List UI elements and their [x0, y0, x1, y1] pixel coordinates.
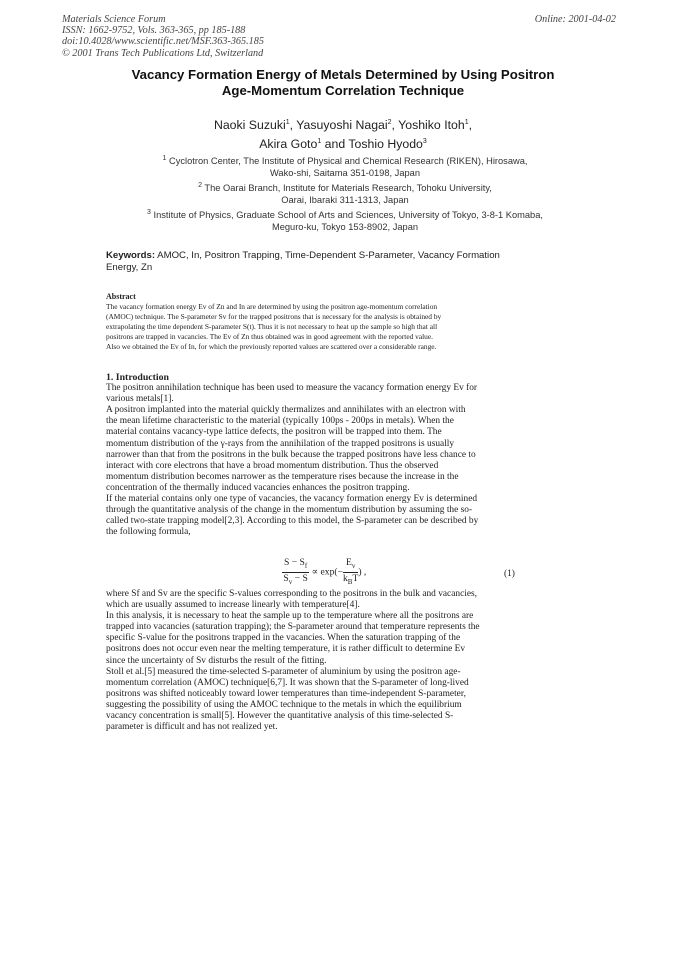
author-list [88, 115, 598, 152]
exponent-numerator [343, 557, 358, 573]
body-line: suggesting the possibility of using the AMOC technique to the metals in which the equilibrium [106, 699, 462, 710]
author-separator: , [468, 118, 473, 133]
body-line: various metals[1]. [106, 394, 174, 405]
body-line: where Sf and Sv are the specific S-values corresponding to the positrons in the bulk and vacancies, [106, 589, 477, 599]
author-affiliation-mark: 1 [317, 137, 322, 145]
author-separator: , [391, 118, 399, 133]
body-line: momentum correlation (AMOC) technique[6,7]. It was shown that the S-parameter of long-lived [106, 677, 469, 688]
online-date: Online: 2001-04-02 [534, 14, 616, 25]
body-line: Stoll et al.[5] measured the time-selected S-parameter of aluminium by using the positron age- [106, 666, 461, 677]
intro-section-top [106, 372, 580, 538]
author-affiliation-mark: 1 [285, 119, 290, 126]
affiliation-mark: 1 [162, 155, 167, 162]
equation-number: (1) [504, 569, 515, 579]
author-affiliation-mark: 3 [422, 137, 427, 145]
body-line: since the uncertainty of Sv disturbs the result of the fitting. [106, 655, 327, 666]
body-line: specific S-value for the positrons trapped in the vacancies. When the saturation trapping of the [106, 633, 461, 644]
abstract-line: (AMOC) technique. The S-parameter Sv for the trapped positrons that is necessary for the analysis is obtained by [106, 311, 442, 321]
body-line: the following formula, [106, 527, 191, 538]
keywords [106, 250, 576, 275]
body-line: trapped into vacancies (saturation trapping); the S-parameter around that temperature represents the [106, 622, 480, 633]
affiliation-line: Oarai, Ibaraki 311-1313, Japan [281, 195, 409, 206]
affiliation-line: The Oarai Branch, Institute for Materials Research, Tohoku University, [204, 183, 492, 194]
title-line-1: Vacancy Formation Energy of Metals Determined by Using Positron [131, 67, 555, 82]
body-line: vacancy concentration is small[5]. However the quantitative analysis of this time-selected S- [106, 711, 454, 722]
keywords-text: AMOC, In, Positron Trapping, Time-Dependent S-Parameter, Vacancy Formation [155, 250, 500, 261]
authors-line-2 [88, 134, 598, 153]
exponent-denominator [343, 573, 358, 588]
affiliation-line: Meguro-ku, Tokyo 153-8902, Japan [271, 222, 419, 233]
abstract [106, 292, 580, 351]
issn-line: ISSN: 1662-9752, Vols. 363-365, pp 185-188 [62, 25, 246, 37]
exponent-numerator-text: E [345, 557, 352, 568]
body-line: positrons was shifted noticeably toward lower temperatures than time-independent S-parameter, [106, 688, 466, 699]
author-name: Toshio Hyodo [348, 136, 423, 151]
denominator-text: S [283, 572, 289, 584]
affiliation-mark: 3 [147, 209, 151, 216]
formula-close: ) , [358, 566, 367, 578]
author-conjunction: and [321, 136, 349, 151]
body-line: parameter is difficult and has not realized yet. [106, 722, 278, 733]
abstract-line: The vacancy formation energy Ev of Zn and In are determined by using the positron age-momentum correlation [106, 301, 438, 311]
copyright-line: © 2001 Trans Tech Publications Ltd, Switzerland [62, 47, 264, 59]
author-name: Yasuyoshi Nagai [296, 118, 388, 133]
body-line: momentum distribution becomes narrower as the temperature rises because the increase in the [106, 471, 459, 482]
abstract-line: Also we obtained the Ev of In, for which the previously reported values are scattered over a considerable range. [106, 341, 437, 351]
body-line: positrons does not occur even near the melting temperature, it is rather difficult to determine Ev [106, 644, 466, 655]
body-line: concentration of the thermally induced vacancies enhances the positron trapping. [106, 482, 410, 493]
affiliation-line: Wako-shi, Saitama 351-0198, Japan [269, 168, 421, 179]
body-line: called two-state trapping model[2,3]. According to this model, the S-parameter can be described by [106, 516, 479, 527]
fraction-denominator [282, 573, 309, 588]
doi-line: doi:10.4028/www.scientific.net/MSF.363-365.185 [62, 36, 264, 48]
body-line: The positron annihilation technique has been used to measure the vacancy formation energy Ev for [106, 383, 478, 394]
exponent-denominator-rest: T [352, 572, 359, 584]
author-name: Akira Goto [259, 136, 318, 151]
affiliation-line: Cyclotron Center, The Institute of Physical and Chemical Research (RIKEN), Hirosawa, [169, 156, 528, 167]
body-line: through the quantitative analysis of the change in the momentum distribution by assuming the so- [106, 505, 473, 516]
body-line: momentum distribution of the γ-rays from the annihilation of the trapped positrons is usually [106, 438, 455, 449]
numerator-text: S − S [284, 557, 305, 568]
fraction-exponent [343, 557, 358, 588]
denominator-rest: − S [292, 572, 308, 584]
author-affiliation-mark: 2 [387, 119, 392, 126]
affiliation-2 [100, 180, 590, 206]
numerator-subscript: f [304, 561, 308, 570]
body-line: material contains vacancy-type lattice defects, the positron will be trapped into them. The [106, 427, 442, 438]
proportional-exp: ∝ exp(− [309, 566, 343, 578]
intro-section-bottom [106, 589, 580, 733]
body-line: narrower than that from the positrons in the bulk because the trapped positrons have less chance to [106, 449, 476, 460]
fraction-s-parameter [282, 557, 309, 588]
keywords-text-continued: Energy, Zn [106, 262, 153, 274]
fraction-numerator [282, 557, 309, 573]
equation-1 [282, 557, 366, 588]
authors-line-1 [88, 115, 598, 134]
denominator-subscript: v [288, 577, 293, 586]
journal-name: Materials Science Forum [62, 14, 166, 25]
body-line: which are usually assumed to increase linearly with temperature[4]. [106, 600, 360, 611]
body-line: interact with core electrons that have a broad momentum distribution. Thus the observed [106, 460, 439, 471]
exponent-denominator-text: k [342, 572, 348, 584]
keywords-label: Keywords: [106, 250, 156, 261]
body-line: In this analysis, it is necessary to heat the sample up to the temperature where all the positrons are [106, 611, 474, 622]
affiliation-mark: 2 [198, 182, 202, 189]
author-separator: , [289, 118, 297, 133]
body-line: If the material contains only one type of vacancies, the vacancy formation energy Ev is determined [106, 494, 478, 505]
abstract-line: extrapolating the time dependent S-parameter S(t). Thus it is not necessary to heat up the sample so high that all [106, 321, 438, 331]
paper-title [88, 67, 598, 99]
publication-header [62, 14, 264, 59]
body-line: A positron implanted into the material quickly thermalizes and annihilates with an electron with [106, 405, 466, 416]
title-line-2: Age-Momentum Correlation Technique [221, 83, 465, 98]
affiliation-line: Institute of Physics, Graduate School of Arts and Sciences, University of Tokyo, 3-8-1 Komaba, [153, 210, 543, 221]
exponent-numerator-subscript: v [351, 561, 356, 570]
affiliation-1 [100, 153, 590, 179]
affiliation-3 [100, 207, 590, 233]
section-heading: 1. Introduction [106, 372, 169, 383]
exponent-denominator-subscript: B [347, 577, 353, 586]
body-line: the mean lifetime characteristic to the material (typically 100ps - 200ps in metals). When the [106, 416, 454, 427]
author-affiliation-mark: 1 [464, 119, 469, 126]
author-name: Yoshiko Itoh [398, 118, 465, 133]
abstract-heading: Abstract [106, 292, 136, 301]
abstract-line: positrons are trapped in vacancies. The Ev of Zn thus obtained was in good agreement with the reported value. [106, 331, 434, 341]
author-name: Naoki Suzuki [213, 118, 286, 133]
